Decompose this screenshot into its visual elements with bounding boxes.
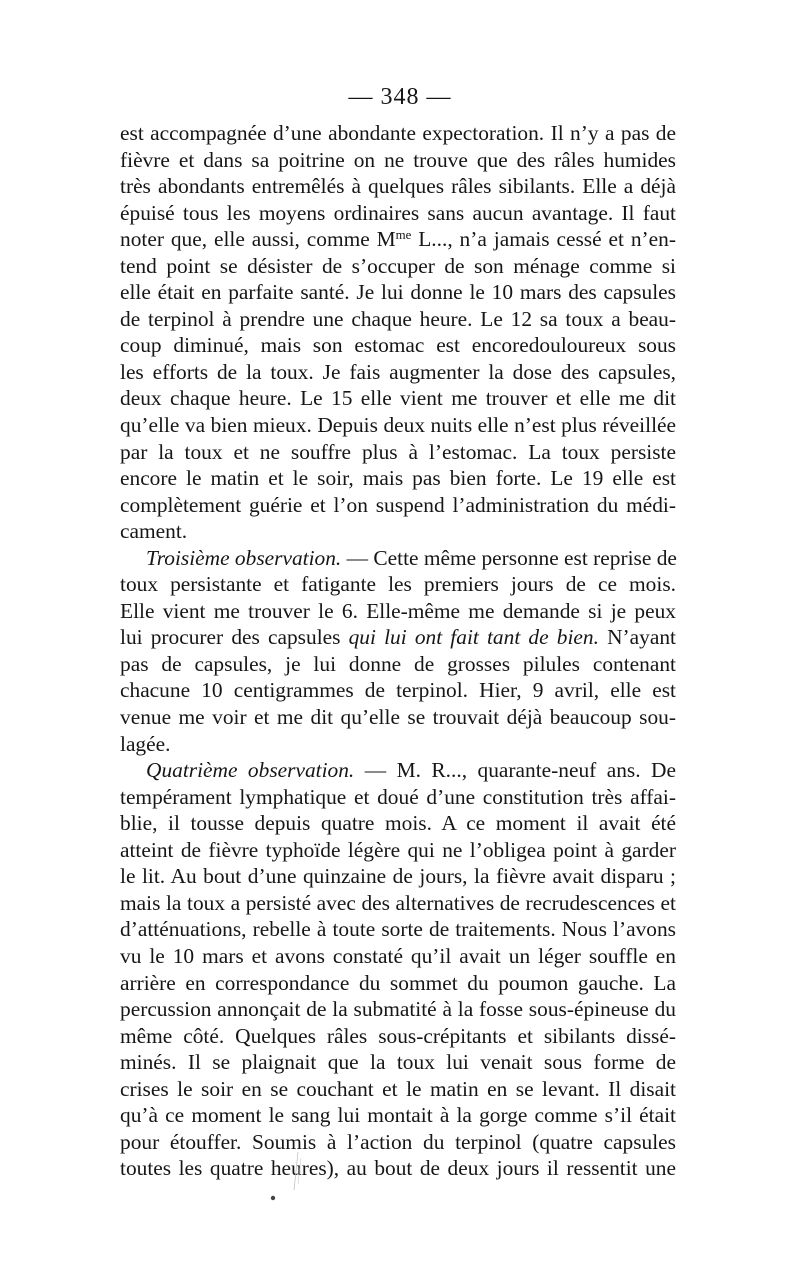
text-line	[120, 200, 676, 227]
text-line	[120, 492, 676, 519]
text-run: même côté. Quelques râles sous-crépitants et sibilants dissé-	[120, 1023, 676, 1048]
text-run: elle était en parfaite santé. Je lui donne le 10 mars des capsules	[120, 280, 676, 305]
text-line	[120, 253, 676, 280]
italic-text: Quatrième observation.	[146, 758, 355, 783]
text-line	[120, 916, 676, 943]
text-run: pour étouffer. Soumis à l’action du terpinol (quatre capsules	[120, 1129, 676, 1154]
text-line	[120, 757, 676, 784]
text-line	[120, 624, 676, 651]
text-run: deux chaque heure. Le 15 elle vient me trouver et elle me dit	[120, 386, 676, 411]
text-line	[120, 651, 676, 678]
text-line	[120, 518, 676, 545]
superscript: me	[395, 228, 412, 243]
text-run: très abondants entremêlés à quelques râles sibilants. Elle a déjà	[120, 174, 676, 199]
text-run: blie, il tousse depuis quatre mois. A ce moment il avait été	[120, 811, 676, 836]
text-run: d’atténuations, rebelle à toute sorte de traitements. Nous l’avons	[120, 917, 676, 942]
text-line	[120, 1129, 676, 1156]
text-run: — Cette même personne est reprise de	[341, 545, 677, 570]
text-line	[120, 439, 676, 466]
text-line	[120, 306, 676, 333]
text-run: N’ayant	[598, 625, 676, 650]
text-line	[120, 837, 676, 864]
text-line	[120, 1076, 676, 1103]
text-line	[120, 120, 676, 147]
body-text	[120, 120, 676, 1182]
italic-text: qui lui ont fait tant de bien.	[348, 625, 599, 650]
page-number: — 348 —	[348, 84, 452, 110]
text-line	[120, 1102, 676, 1129]
text-run: tempérament lymphatique et doué d’une constitution très affai-	[120, 784, 676, 809]
text-line	[120, 412, 676, 439]
text-run: par la toux et ne souffre plus à l’estomac. La toux persiste	[120, 439, 676, 464]
text-line	[120, 226, 676, 253]
text-run: percussion annonçait de la submatité à la fosse sous-épineuse du	[120, 997, 676, 1022]
text-run: pas de capsules, je lui donne de grosses pilules contenant	[120, 651, 676, 676]
text-line	[120, 943, 676, 970]
text-line	[120, 890, 676, 917]
text-line	[120, 731, 676, 758]
text-line	[120, 545, 676, 572]
text-run: coup diminué, mais son estomac est encoredouloureux sous	[120, 333, 676, 358]
text-run: — M. R..., quarante-neuf ans. De	[354, 758, 676, 783]
text-run: le lit. Au bout d’une quinzaine de jours, la fièvre avait disparu ;	[120, 864, 676, 889]
text-line	[120, 173, 676, 200]
text-run: atteint de fièvre typhoïde légère qui ne l’obligea point à garder	[120, 837, 676, 862]
text-line	[120, 970, 676, 997]
italic-text: Troisième observation.	[146, 545, 342, 570]
text-run: vu le 10 mars et avons constaté qu’il avait un léger souffle en	[120, 943, 676, 968]
text-run: toutes les quatre heures), au bout de deux jours il ressentit une	[120, 1156, 676, 1181]
text-run: crises le soir en se couchant et le matin en se levant. Il disait	[120, 1076, 676, 1101]
text-line	[120, 465, 676, 492]
print-specks	[270, 1150, 310, 1250]
text-line	[120, 147, 676, 174]
text-run: arrière en correspondance du sommet du poumon gauche. La	[120, 970, 676, 995]
text-run: est accompagnée d’une abondante expectoration. Il n’y a pas de	[120, 121, 676, 145]
text-run: fièvre et dans sa poitrine on ne trouve que des râles humides	[120, 147, 676, 172]
text-line	[120, 279, 676, 306]
text-run: toux persistante et fatigante les premiers jours de ce mois.	[120, 572, 676, 597]
text-line	[120, 1049, 676, 1076]
text-run: cament.	[120, 519, 188, 544]
text-run: qu’elle va bien mieux. Depuis deux nuits elle n’est plus réveillée	[120, 413, 676, 438]
text-run: épuisé tous les moyens ordinaires sans aucun avantage. Il faut	[120, 200, 676, 225]
text-run: lagée.	[120, 731, 171, 756]
text-run: encore le matin et le soir, mais pas bien forte. Le 19 elle est	[120, 466, 676, 491]
text-run: L..., n’a jamais cessé et n’en-	[411, 227, 676, 252]
text-run: Elle vient me trouver le 6. Elle-même me demande si je peux	[120, 598, 676, 623]
text-line	[120, 677, 676, 704]
text-line	[120, 1155, 676, 1182]
text-line	[120, 571, 676, 598]
text-line	[120, 598, 676, 625]
text-run: minés. Il se plaignait que la toux lui venait sous forme de	[120, 1050, 676, 1075]
text-line	[120, 996, 676, 1023]
text-line	[120, 863, 676, 890]
text-line	[120, 784, 676, 811]
text-line	[120, 704, 676, 731]
text-run: noter que, elle aussi, comme M	[120, 227, 396, 252]
text-line	[120, 385, 676, 412]
text-line	[120, 1023, 676, 1050]
text-run: lui procurer des capsules	[120, 625, 349, 650]
text-run: chacune 10 centigrammes de terpinol. Hier, 9 avril, elle est	[120, 678, 676, 703]
text-run: venue me voir et me dit qu’elle se trouvait déjà beaucoup sou-	[120, 705, 676, 730]
text-run: complètement guérie et l’on suspend l’administration du médi-	[120, 492, 676, 517]
text-run: de terpinol à prendre une chaque heure. Le 12 sa toux a beau-	[120, 306, 676, 331]
text-run: les efforts de la toux. Je fais augmenter la dose des capsules,	[120, 359, 676, 384]
text-run: mais la toux a persisté avec des alternatives de recrudescences et	[120, 890, 676, 915]
text-line	[120, 810, 676, 837]
text-line	[120, 332, 676, 359]
text-run: qu’à ce moment le sang lui montait à la gorge comme s’il était	[120, 1103, 676, 1128]
text-run: tend point se désister de s’occuper de son ménage comme si	[120, 253, 676, 278]
text-line	[120, 359, 676, 386]
